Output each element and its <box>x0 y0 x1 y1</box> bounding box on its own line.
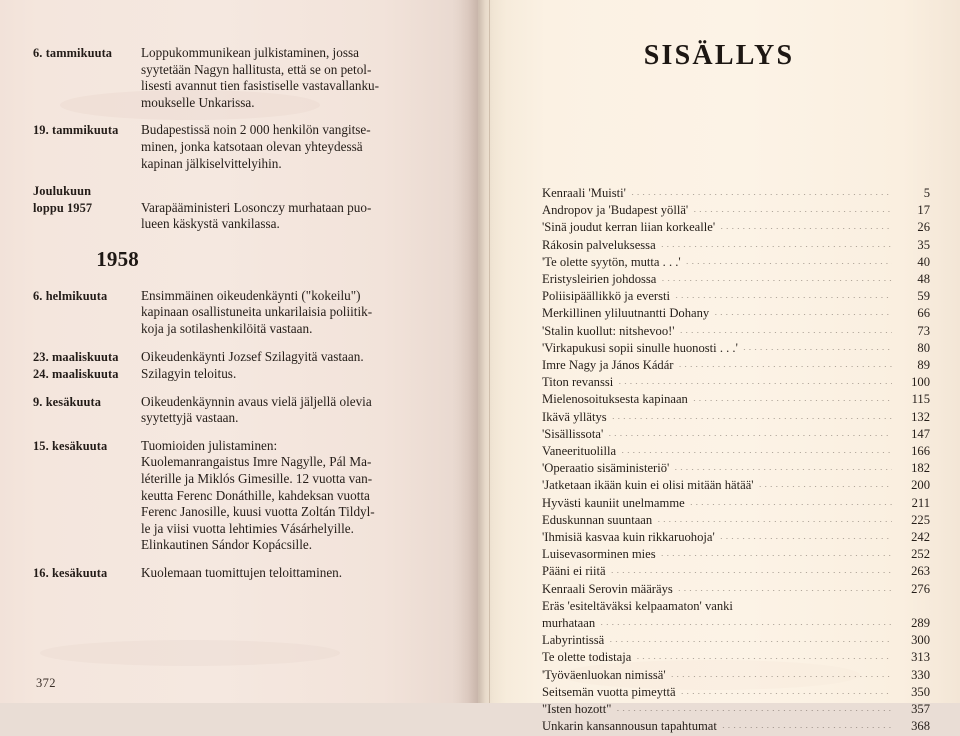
chronology-date-line: loppu 1957 <box>33 200 93 215</box>
chronology-entry-text <box>141 45 433 111</box>
toc-entry-page-number: 48 <box>917 272 930 287</box>
toc-entry-label: Kenraali Serovin määräys <box>542 581 673 596</box>
toc-entry-label: Luisevasorminen mies <box>542 547 656 562</box>
toc-entry[interactable] <box>542 305 930 322</box>
chronology-entry-date <box>33 45 141 61</box>
toc-entry-label: 'Stalin kuollut: nitshevoo!' <box>542 323 675 338</box>
toc-dot-leader <box>657 521 892 522</box>
chronology-date-line: 16. kesäkuuta <box>33 566 108 581</box>
toc-dot-leader <box>621 452 892 453</box>
toc-entry-label: Poliisipäällikkö ja eversti <box>542 289 671 304</box>
toc-entry-page-number: 300 <box>911 633 930 648</box>
toc-dot-leader <box>680 332 892 333</box>
chronology-entry-text <box>141 438 433 554</box>
toc-entry-label: 'Ihmisiä kasvaa kuin rikkaruohoja' <box>542 530 715 545</box>
toc-entry-page-number: 26 <box>917 220 930 235</box>
chronology-text-line: syytetään Nagyn hallitusta, että se on petol- <box>141 61 372 77</box>
toc-entry-page-number: 368 <box>911 719 930 734</box>
page-title: SISÄLLYS <box>643 40 795 71</box>
toc-entry[interactable] <box>542 563 930 580</box>
toc-dot-leader <box>612 418 892 419</box>
toc-entry[interactable] <box>542 598 930 615</box>
chronology-entry-text <box>141 183 433 233</box>
toc-entry-page-number: 276 <box>911 581 930 596</box>
toc-entry[interactable] <box>542 615 930 632</box>
toc-entry[interactable] <box>542 701 930 718</box>
chronology-list <box>33 45 433 597</box>
toc-entry[interactable] <box>542 219 930 236</box>
chronology-text-line: Ensimmäinen oikeudenkäynti ("kokeilu") <box>141 287 361 303</box>
chronology-text-line: koja ja sotilashenkilöitä vastaan. <box>141 320 313 336</box>
toc-entry-label: Imre Nagy ja János Kádár <box>542 358 674 373</box>
toc-entry-page-number: 313 <box>911 650 930 665</box>
toc-entry-page-number: 66 <box>917 306 930 321</box>
chronology-text-line: Loppukommunikean julkistaminen, jossa <box>141 45 359 60</box>
chronology-entry-text <box>141 349 433 366</box>
chronology-year-heading: 1958 <box>96 246 139 271</box>
chronology-text-line: Budapestissä noin 2 000 henkilön vangitse- <box>141 122 371 138</box>
toc-entry[interactable] <box>542 684 930 701</box>
toc-dot-leader <box>661 555 892 556</box>
toc-dot-leader <box>608 435 892 436</box>
toc-entry-label: 'Sisällissota' <box>542 426 604 441</box>
chronology-text-line: kapinaan osallistuneita unkarilaisia poliitik- <box>141 304 373 320</box>
toc-entry[interactable] <box>542 237 930 254</box>
toc-entry-label: 'Virkapukusi sopii sinulle huonosti . . .' <box>542 340 738 355</box>
toc-entry[interactable] <box>542 271 930 288</box>
toc-entry-page-number: 132 <box>911 409 930 424</box>
chronology-entry <box>33 122 433 172</box>
toc-entry-page-number: 350 <box>911 684 930 699</box>
chronology-text-line: Oikeudenkäynnin avaus vielä jäljellä olevia <box>141 393 372 409</box>
toc-dot-leader <box>671 676 892 677</box>
toc-dot-leader <box>631 194 892 195</box>
chronology-text-line: moukselle Unkarissa. <box>141 94 255 110</box>
toc-entry-page-number: 252 <box>911 547 930 562</box>
chronology-text-line: Elinkautinen Sándor Kopácsille. <box>141 537 313 553</box>
toc-entry-page-number: 17 <box>917 203 930 218</box>
toc-entry-page-number: 100 <box>911 375 930 390</box>
chronology-entry-date <box>33 366 141 382</box>
chronology-text-line: lueen käskystä vankilassa. <box>141 216 280 232</box>
toc-entry-page-number: 357 <box>911 702 930 717</box>
chronology-date-line: 23. maaliskuuta <box>33 349 119 364</box>
chronology-entry-text <box>141 288 433 338</box>
toc-entry-page-number: 80 <box>917 340 930 355</box>
toc-entry-label: Vaneerituolilla <box>542 444 617 459</box>
toc-dot-leader <box>714 314 892 315</box>
toc-entry-label: Seitsemän vuotta pimeyttä <box>542 684 676 699</box>
chronology-entry-date <box>33 288 141 304</box>
chronology-entry <box>33 438 433 554</box>
toc-dot-leader <box>681 693 892 694</box>
toc-dot-leader <box>720 228 892 229</box>
toc-entry-label: Hyvästi kauniit unelmamme <box>542 495 685 510</box>
toc-entry-label: 'Jatketaan ikään kuin ei olisi mitään hätää' <box>542 478 754 493</box>
toc-entry-label: Andropov ja 'Budapest yöllä' <box>542 203 689 218</box>
chronology-entry <box>33 288 433 338</box>
toc-entry-label: 'Te olette syytön, mutta . . .' <box>542 254 681 269</box>
toc-entry-label: 'Operaatio sisäministeriö' <box>542 461 670 476</box>
toc-entry[interactable] <box>542 718 930 735</box>
toc-entry-label: Eräs 'esiteltäväksi kelpaamaton' vanki <box>542 598 733 613</box>
toc-dot-leader <box>674 469 892 470</box>
toc-entry-page-number: 242 <box>911 530 930 545</box>
toc-dot-leader <box>600 624 892 625</box>
toc-entry[interactable] <box>542 667 930 684</box>
chronology-text-line: minen, jonka katsotaan olevan yhteydessä <box>141 138 363 154</box>
toc-dot-leader <box>678 590 892 591</box>
toc-entry[interactable] <box>542 512 930 529</box>
toc-entry-page-number: 182 <box>911 461 930 476</box>
toc-dot-leader <box>743 349 892 350</box>
toc-entry-label: Te olette todistaja <box>542 650 632 665</box>
toc-entry-label: Ikävä yllätys <box>542 409 607 424</box>
chronology-text-line: Szilagyin teloitus. <box>141 366 237 382</box>
toc-entry[interactable] <box>542 340 930 357</box>
toc-entry[interactable] <box>542 581 930 598</box>
chronology-text-line: lisesti avannut tien fasistiselle vastavallanku- <box>141 78 380 94</box>
toc-entry-page-number: 5 <box>923 186 930 200</box>
chronology-text-line: Kuolemanrangaistus Imre Nagylle, Pál Ma- <box>141 454 372 470</box>
chronology-text-line: keutta Ferenc Donáthille, kahdeksan vuotta <box>141 487 370 503</box>
chronology-text-line: Tuomioiden julistaminen: <box>141 437 278 453</box>
toc-dot-leader <box>722 727 892 728</box>
chronology-entry-date <box>33 565 141 581</box>
toc-dot-leader <box>636 658 892 659</box>
chronology-date-line: 15. kesäkuuta <box>33 438 108 453</box>
chronology-entry-date <box>33 122 141 138</box>
chronology-entry-date <box>33 183 141 216</box>
toc-entry-page-number: 59 <box>917 289 930 304</box>
page-folio-number: 372 <box>36 676 56 690</box>
chronology-date-line: 9. kesäkuuta <box>33 394 101 409</box>
toc-dot-leader <box>616 710 892 711</box>
chronology-entry-date <box>33 438 141 454</box>
toc-entry-page-number: 200 <box>911 478 930 493</box>
toc-entry[interactable] <box>542 185 930 202</box>
chronology-text-line: syytettyjä vastaan. <box>141 410 239 426</box>
toc-entry[interactable] <box>542 477 930 494</box>
toc-dot-leader <box>661 280 892 281</box>
toc-entry[interactable] <box>542 254 930 271</box>
toc-entry[interactable] <box>542 546 930 563</box>
toc-dot-leader <box>759 486 892 487</box>
toc-entry-page-number: 211 <box>911 495 930 510</box>
toc-entry-label: Mielenosoituksesta kapinaan <box>542 392 688 407</box>
chronology-text-line: Kuolemaan tuomittujen teloittaminen. <box>141 565 343 581</box>
toc-entry-label: Rákosin palveluksessa <box>542 237 656 252</box>
chronology-entry <box>33 565 433 582</box>
toc-entry-label: 'Työväenluokan nimissä' <box>542 667 666 682</box>
toc-dot-leader <box>690 504 892 505</box>
toc-entry-page-number: 166 <box>911 444 930 459</box>
toc-entry-page-number: 115 <box>911 392 930 407</box>
toc-entry[interactable] <box>542 649 930 666</box>
chronology-entry <box>33 366 433 383</box>
toc-entry-label: Pääni ei riitä <box>542 564 606 579</box>
chronology-text-line: Varapääministeri Losonczy murhataan puo- <box>141 199 372 215</box>
toc-dot-leader <box>611 572 892 573</box>
chronology-entry-text <box>141 122 433 172</box>
toc-entry-page-number: 330 <box>911 667 930 682</box>
toc-entry-label: Kenraali 'Muisti' <box>542 186 626 200</box>
chronology-date-line: 19. tammikuuta <box>33 123 119 138</box>
toc-dot-leader <box>675 297 892 298</box>
chronology-entry-date <box>33 394 141 410</box>
toc-entry-page-number: 40 <box>917 254 930 269</box>
toc-entry-page-number: 89 <box>917 358 930 373</box>
toc-dot-leader <box>609 641 892 642</box>
toc-entry[interactable] <box>542 323 930 340</box>
toc-dot-leader <box>678 366 892 367</box>
chronology-date-line: Joulukuun <box>33 184 92 199</box>
chronology-date-line: 24. maaliskuuta <box>33 367 119 382</box>
table-of-contents <box>542 185 930 736</box>
chronology-text-line: kapinan jälkiselvittelyihin. <box>141 155 282 171</box>
toc-entry-label: "Isten hozott" <box>542 702 612 717</box>
toc-dot-leader <box>693 211 892 212</box>
toc-entry-page-number: 263 <box>911 564 930 579</box>
toc-entry[interactable] <box>542 460 930 477</box>
toc-dot-leader <box>661 246 892 247</box>
toc-entry[interactable] <box>542 288 930 305</box>
toc-entry[interactable] <box>542 495 930 512</box>
toc-entry[interactable] <box>542 529 930 546</box>
chronology-text-line: léterille ja Miklós Gimesille. 12 vuotta van- <box>141 471 373 487</box>
chronology-text-line: le ja viisi vuotta lehtimies Vásárhelyille. <box>141 520 354 536</box>
toc-entry-label: Unkarin kansannousun tapahtumat <box>542 719 717 734</box>
chronology-date-line: 6. tammikuuta <box>33 46 113 60</box>
toc-dot-leader <box>686 263 892 264</box>
toc-entry-label: Eduskunnan suuntaan <box>542 512 653 527</box>
toc-entry-label: Titon revanssi <box>542 375 614 390</box>
chronology-entry-text <box>141 394 433 427</box>
toc-entry[interactable] <box>542 426 930 443</box>
toc-entry-label: murhataan <box>542 616 596 631</box>
chronology-text-line: Oikeudenkäynti Jozsef Szilagyitä vastaan. <box>141 348 364 364</box>
toc-entry[interactable] <box>542 409 930 426</box>
toc-entry[interactable] <box>542 374 930 391</box>
chronology-entry-date <box>33 349 141 365</box>
toc-entry-page-number: 147 <box>911 426 930 441</box>
chronology-entry <box>33 183 433 233</box>
toc-entry-label: Eristysleirien johdossa <box>542 272 657 287</box>
chronology-entry <box>33 394 433 427</box>
toc-entry-page-number: 35 <box>917 237 930 252</box>
chronology-entry-text <box>141 565 433 582</box>
toc-entry-label: Labyrintissä <box>542 633 605 648</box>
toc-entry-label: 'Sinä joudut kerran liian korkealle' <box>542 220 716 235</box>
toc-entry[interactable] <box>542 632 930 649</box>
chronology-entry <box>33 45 433 111</box>
chronology-entry-text <box>141 366 433 383</box>
toc-dot-leader <box>720 538 892 539</box>
toc-entry-page-number: 289 <box>911 616 930 631</box>
chronology-date-line: 6. helmikuuta <box>33 288 108 303</box>
toc-entry-page-number: 225 <box>911 512 930 527</box>
toc-entry[interactable] <box>542 202 930 219</box>
toc-entry-label: Merkillinen yliluutnantti Dohany <box>542 306 710 321</box>
toc-entry[interactable] <box>542 391 930 408</box>
toc-dot-leader <box>618 383 892 384</box>
toc-dot-leader <box>693 400 892 401</box>
chronology-text-line: Ferenc Janosille, kuusi vuotta Zoltán Tildyl- <box>141 504 375 520</box>
toc-entry-page-number: 73 <box>917 323 930 338</box>
chronology-entry <box>33 349 433 366</box>
toc-entry[interactable] <box>542 443 930 460</box>
toc-entry[interactable] <box>542 357 930 374</box>
